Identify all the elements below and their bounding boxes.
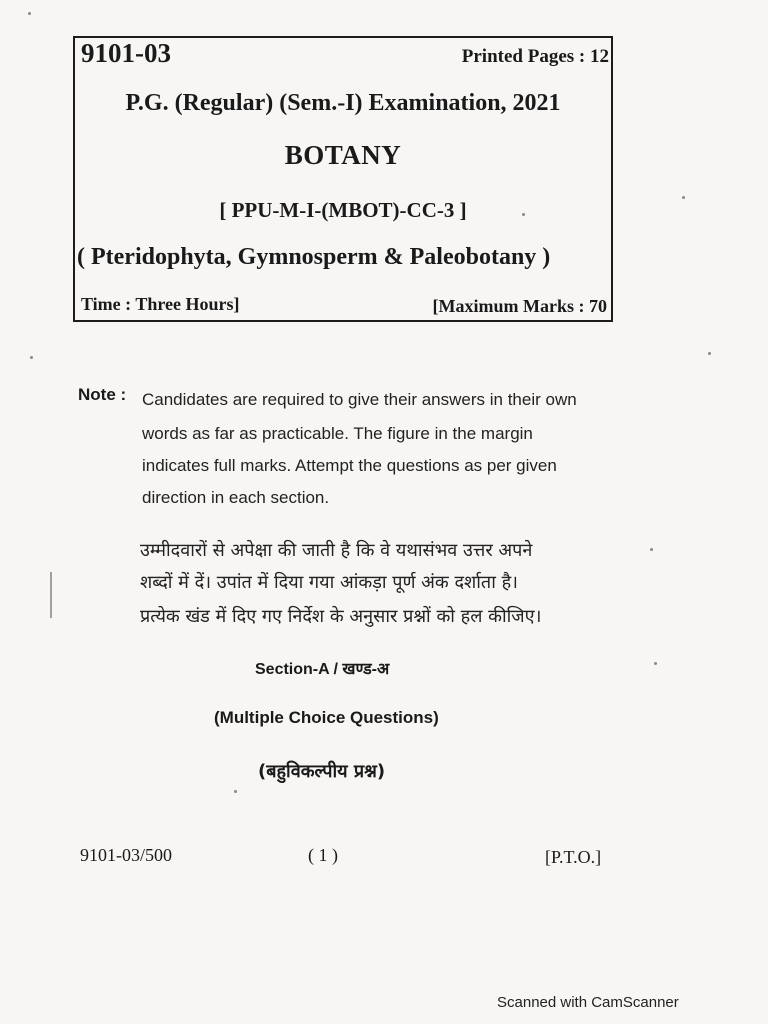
- note-line: Candidates are required to give their answers in their own: [142, 390, 577, 409]
- scanner-watermark: Scanned with CamScanner: [497, 994, 679, 1011]
- scan-speck: [650, 548, 653, 551]
- section-title: Section-A / खण्ड-अ: [255, 661, 390, 678]
- section-subtitle: (Multiple Choice Questions): [214, 708, 439, 727]
- page-number: ( 1 ): [308, 845, 338, 865]
- scan-speck: [28, 12, 31, 15]
- scan-speck: [682, 196, 685, 199]
- pto-marker: [P.T.O.]: [545, 847, 602, 867]
- section-subtitle-hindi: (बहुविकल्पीय प्रश्न): [258, 761, 386, 782]
- exam-title: P.G. (Regular) (Sem.-I) Examination, 2021: [125, 90, 561, 116]
- scan-speck: [30, 356, 33, 359]
- scan-speck: [522, 213, 525, 216]
- note-line: direction in each section.: [142, 488, 330, 507]
- printed-pages: Printed Pages : 12: [461, 46, 609, 67]
- paper-name: ( Pteridophyta, Gymnosperm & Paleobotany ): [77, 244, 551, 270]
- exam-header-box: [73, 36, 613, 322]
- subject-title: BOTANY: [284, 140, 402, 170]
- note-label: Note :: [78, 385, 127, 404]
- note-line: indicates full marks. Attempt the questions as per given: [142, 456, 557, 475]
- scan-speck: [654, 662, 657, 665]
- note-line: words as far as practicable. The figure in the margin: [142, 424, 533, 443]
- paper-code: 9101-03: [81, 38, 171, 68]
- note-hindi-line: उम्मीदवारों से अपेक्षा की जाती है कि वे यथासंभव उत्तर अपने: [140, 540, 533, 561]
- scan-speck: [708, 352, 711, 355]
- course-code: [ PPU-M-I-(MBOT)-CC-3 ]: [219, 198, 467, 222]
- margin-mark: [50, 572, 52, 618]
- footer-paper-code: 9101-03/500: [80, 845, 172, 865]
- maximum-marks: [Maximum Marks : 70: [432, 296, 607, 316]
- scan-speck: [234, 790, 237, 793]
- note-hindi-line: प्रत्येक खंड में दिए गए निर्देश के अनुसार प्रश्नों को हल कीजिए।: [140, 606, 542, 627]
- time-allowed: Time : Three Hours]: [81, 294, 240, 314]
- note-hindi-line: शब्दों में दें। उपांत में दिया गया आंकड़ा पूर्ण अंक दर्शाता है।: [140, 572, 518, 593]
